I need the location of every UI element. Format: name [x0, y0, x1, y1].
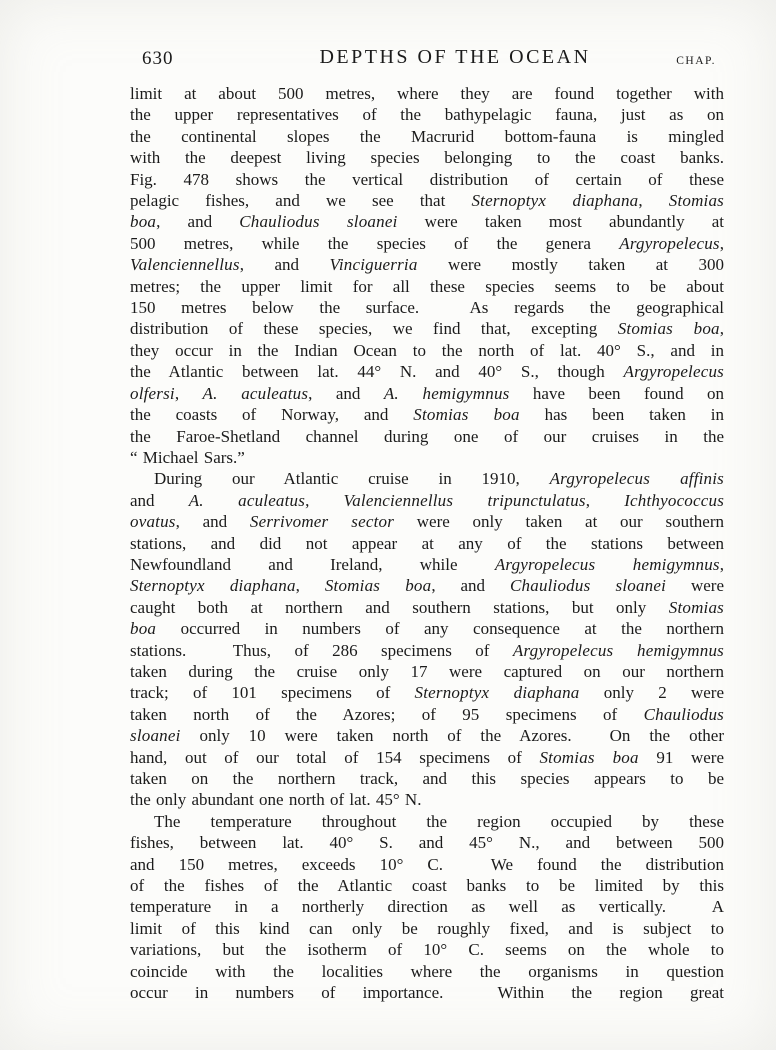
paragraph [130, 468, 724, 811]
text-segment: with the deepest living species belonging to the coast banks. [130, 148, 724, 168]
text-line [130, 340, 724, 361]
text-line [130, 361, 724, 382]
text-segment: , [305, 490, 344, 510]
species-name-italic: boa [130, 212, 157, 232]
species-name-italic: boa [130, 619, 157, 639]
text-line [130, 554, 724, 575]
text-segment: , [295, 576, 325, 596]
species-name-italic: Stomias boa [324, 576, 432, 596]
species-name-italic: Chauliodus sloanei [239, 212, 398, 232]
text-segment: , [638, 191, 669, 211]
text-line [130, 468, 724, 489]
text-segment: 500 metres, while the species of the genera [130, 233, 620, 253]
text-line [130, 383, 724, 404]
text-line [130, 233, 724, 254]
species-name-italic: Argyropelecus [619, 233, 720, 253]
text-line [130, 404, 724, 425]
text-segment: they occur in the Indian Ocean to the north of lat. 40° S., and in [130, 340, 724, 360]
species-name-italic: Stomias boa [539, 747, 639, 767]
text-segment: the Faroe-Shetland channel during one of our cruises in the [130, 426, 724, 446]
text-line [130, 147, 724, 168]
text-segment: coincide with the localities where the organisms in question [130, 961, 724, 981]
text-segment: were only taken at our southern [394, 512, 725, 532]
species-name-italic: Argyropelecus affinis [549, 469, 724, 489]
text-segment: , [719, 233, 724, 253]
text-segment: fishes, between lat. 40° S. and 45° N., and between 500 [130, 833, 724, 853]
page-number: 630 [142, 48, 174, 69]
species-name-italic: Valenciennellus tripunctulatus [343, 490, 586, 510]
text-segment: were taken most abundantly at [397, 212, 725, 232]
species-name-italic: sloanei [130, 726, 181, 746]
species-name-italic: Ichthyococcus [624, 490, 725, 510]
species-name-italic: Stomias [668, 597, 724, 617]
text-segment: hand, out of our total of 154 specimens of [130, 747, 540, 767]
chapter-label: CHAP. [676, 55, 716, 67]
text-line [130, 939, 724, 960]
text-segment: , and [308, 383, 384, 403]
text-line [130, 640, 724, 661]
text-line [130, 854, 724, 875]
text-segment: only 10 were taken north of the Azores. On the other [180, 726, 724, 746]
text-line [130, 896, 724, 917]
text-segment: and [130, 490, 189, 510]
text-segment: During our Atlantic cruise in 1910, [154, 469, 550, 489]
species-name-italic: Stomias [668, 191, 724, 211]
text-line [130, 597, 724, 618]
text-segment: were [666, 576, 725, 596]
text-segment: occurred in numbers of any consequence at the northern [156, 619, 724, 639]
species-name-italic: Vinciguerria [329, 255, 418, 275]
species-name-italic: Chauliodus sloanei [510, 576, 667, 596]
text-line [130, 297, 724, 318]
species-name-italic: Sternoptyx diaphana [130, 576, 296, 596]
paragraph [130, 811, 724, 1004]
text-segment: , [719, 319, 724, 339]
text-segment: of the fishes of the Atlantic coast banks to be limited by this [130, 876, 724, 896]
text-line [130, 747, 724, 768]
text-segment: pelagic fishes, and we see that [130, 191, 472, 211]
text-segment: caught both at northern and southern stations, but only [130, 597, 669, 617]
text-line [130, 276, 724, 297]
species-name-italic: A. aculeatus [202, 383, 309, 403]
text-segment: , and [156, 212, 240, 232]
text-segment: Fig. 478 shows the vertical distribution of certain of these [130, 169, 724, 189]
text-segment: , and [239, 255, 330, 275]
species-name-italic: Argyropelecus hemigymnus [512, 640, 724, 660]
species-name-italic: olfersi [130, 383, 175, 403]
text-line [130, 211, 724, 232]
text-line [130, 318, 724, 339]
species-name-italic: A. hemigymnus [383, 383, 510, 403]
text-segment: occur in numbers of importance. Within the region great [130, 983, 724, 1003]
text-segment: stations, and did not appear at any of the stations between [130, 533, 724, 553]
text-line [130, 875, 724, 896]
text-line [130, 575, 724, 596]
text-segment: only 2 were [579, 683, 724, 703]
text-line [130, 704, 724, 725]
text-line [130, 83, 724, 104]
species-name-italic: Argyropelecus [623, 362, 724, 382]
text-segment: limit at about 500 metres, where they are found together with [130, 84, 724, 103]
text-segment: and 150 metres, exceeds 10° C. We found the distribution [130, 854, 724, 874]
text-block [130, 83, 724, 1003]
species-name-italic: A. aculeatus [188, 490, 306, 510]
text-segment: were mostly taken at 300 [417, 255, 724, 275]
species-name-italic: Stomias boa [413, 405, 520, 425]
text-line [130, 725, 724, 746]
species-name-italic: Stomias boa [617, 319, 720, 339]
species-name-italic: Serrivomer sector [249, 512, 395, 532]
text-segment: Newfoundland and Ireland, while [130, 554, 495, 574]
running-title: DEPTHS OF THE OCEAN [319, 46, 591, 68]
text-line [130, 918, 724, 939]
text-line [130, 533, 724, 554]
text-segment: 91 were [638, 747, 724, 767]
text-line [130, 768, 724, 789]
text-line [130, 982, 724, 1003]
text-line [130, 661, 724, 682]
text-segment: has been taken in [519, 405, 724, 425]
text-line [130, 254, 724, 275]
paragraph [130, 83, 724, 468]
text-line [130, 811, 724, 832]
text-line [130, 682, 724, 703]
text-line [130, 832, 724, 853]
text-segment: the Atlantic between lat. 44° N. and 40° S., though [130, 362, 624, 382]
text-line [130, 190, 724, 211]
text-line [130, 789, 724, 810]
text-segment: the upper representatives of the bathypelagic fauna, just as on [130, 105, 724, 125]
text-line [130, 618, 724, 639]
text-segment: track; of 101 specimens of [130, 683, 415, 703]
text-line [130, 169, 724, 190]
text-segment: the coasts of Norway, and [130, 405, 414, 425]
text-segment: , [174, 383, 203, 403]
text-segment: taken on the northern track, and this species appears to be [130, 769, 724, 788]
text-segment: metres; the upper limit for all these species seems to be about [130, 276, 724, 296]
text-line [130, 447, 724, 468]
text-segment: “ Michael Sars.” [130, 447, 245, 467]
text-segment: , and [431, 576, 510, 596]
text-line [130, 961, 724, 982]
text-line [130, 511, 724, 532]
text-segment: , and [175, 512, 250, 532]
text-segment: stations. Thus, of 286 specimens of [130, 640, 513, 660]
text-segment: the continental slopes the Macrurid bottom-fauna is mingled [130, 126, 724, 146]
species-name-italic: ovatus [130, 512, 176, 532]
text-segment: distribution of these species, we find that, excepting [130, 319, 618, 339]
text-line [130, 426, 724, 447]
text-line [130, 126, 724, 147]
text-line [130, 490, 724, 511]
species-name-italic: Valenciennellus [130, 255, 240, 275]
species-name-italic: Chauliodus [643, 704, 724, 724]
text-line [130, 104, 724, 125]
text-segment: The temperature throughout the region occupied by these [154, 811, 724, 831]
text-segment: limit of this kind can only be roughly fixed, and is subject to [130, 918, 724, 938]
species-name-italic: Sternoptyx diaphana [414, 683, 580, 703]
species-name-italic: Sternoptyx diaphana [471, 191, 639, 211]
text-segment: , [585, 490, 625, 510]
text-segment: , [719, 554, 724, 574]
text-segment: temperature in a northerly direction as well as vertically. A [130, 897, 724, 917]
text-segment: the only abundant one north of lat. 45° N. [130, 790, 422, 810]
text-segment: 150 metres below the surface. As regards the geographical [130, 298, 724, 318]
species-name-italic: Argyropelecus hemigymnus [494, 554, 720, 574]
text-segment: taken during the cruise only 17 were captured on our northern [130, 661, 724, 681]
text-segment: variations, but the isotherm of 10° C. seems on the whole to [130, 940, 724, 960]
text-segment: taken north of the Azores; of 95 specimens of [130, 704, 644, 724]
text-segment: have been found on [509, 383, 725, 403]
